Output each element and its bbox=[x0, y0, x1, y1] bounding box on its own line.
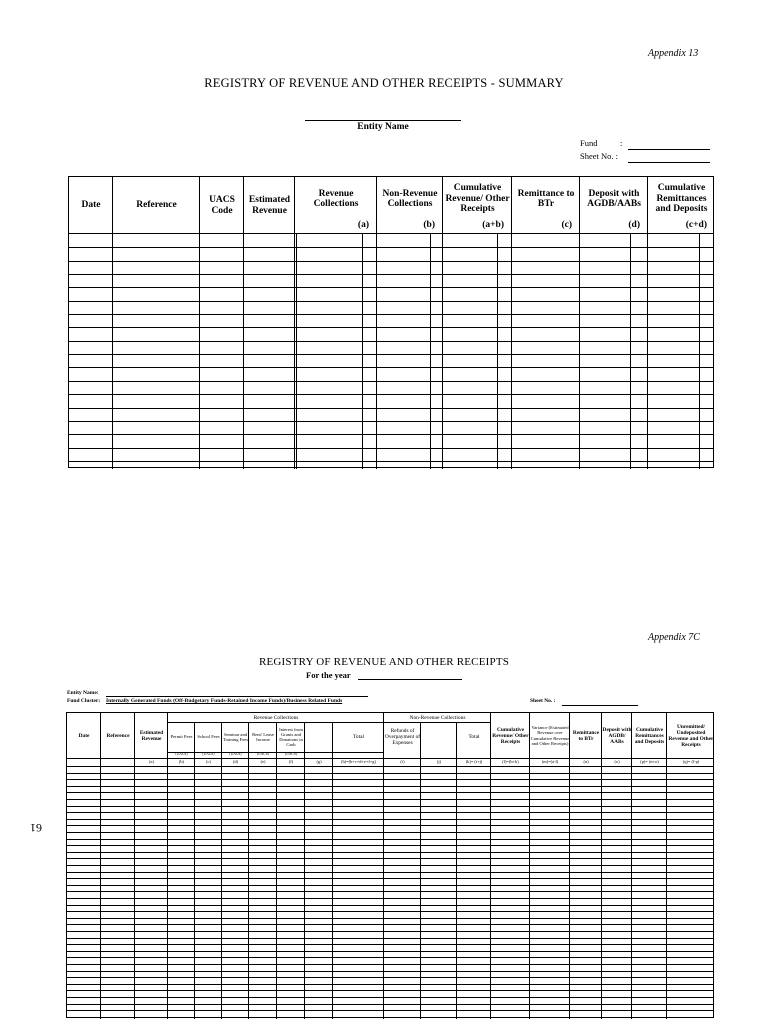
summary-table bbox=[68, 176, 714, 468]
table-row[interactable] bbox=[67, 1010, 713, 1011]
table-row[interactable] bbox=[67, 819, 713, 820]
table-row[interactable] bbox=[69, 461, 713, 462]
sheet-no-label-2: Sheet No. : bbox=[530, 698, 556, 704]
col-header-interest: Interest from Grants and Donations in Cash bbox=[279, 726, 303, 748]
table-row[interactable] bbox=[69, 434, 713, 435]
col-header-2 bbox=[200, 177, 244, 234]
column-code: (k)= (i+j) bbox=[465, 759, 483, 765]
table-row[interactable] bbox=[67, 938, 713, 939]
fund-cluster-label: Fund Cluster: bbox=[67, 698, 101, 704]
table-row[interactable] bbox=[67, 812, 713, 813]
table-row[interactable] bbox=[67, 918, 713, 919]
column-code: (m)=(a-l) bbox=[541, 759, 559, 765]
col-header-label: Remittance to BTr bbox=[517, 188, 575, 209]
table-row[interactable] bbox=[69, 367, 713, 368]
col-header-label: Non-Revenue Collections bbox=[382, 188, 438, 209]
col-header-school: School Fees bbox=[197, 734, 220, 740]
table-row[interactable] bbox=[69, 354, 713, 355]
table-row[interactable] bbox=[67, 990, 713, 991]
code-row-divider bbox=[67, 766, 713, 767]
table-row[interactable] bbox=[69, 287, 713, 288]
column-code: (i) bbox=[400, 759, 405, 765]
table-row[interactable] bbox=[67, 799, 713, 800]
group-revenue-collections: Revenue Collections bbox=[253, 714, 299, 721]
table-row[interactable] bbox=[69, 301, 713, 302]
fund-colon: : bbox=[620, 138, 623, 148]
table-row[interactable] bbox=[67, 792, 713, 793]
col-header-rent: Rent/ Lease Income bbox=[252, 731, 274, 742]
entity-name-field-2[interactable] bbox=[106, 696, 368, 697]
sheet-no-field[interactable] bbox=[628, 162, 710, 163]
column-code: (j) bbox=[436, 759, 442, 765]
table-row[interactable] bbox=[69, 421, 713, 422]
col-header-total-nonrev: Total bbox=[468, 734, 480, 740]
col-header-0 bbox=[69, 177, 113, 234]
table-row[interactable] bbox=[69, 314, 713, 315]
page-title-2: REGISTRY OF REVENUE AND OTHER RECEIPTS bbox=[258, 656, 510, 668]
registry-table bbox=[66, 712, 714, 1018]
fund-cluster-value: Internally Generated Funds (Off-Budgetary Funds-Retained Income Funds)/Business Related Funds bbox=[106, 698, 343, 704]
table-row[interactable] bbox=[67, 839, 713, 840]
col-header-code: (c+d) bbox=[685, 219, 707, 230]
table-row[interactable] bbox=[67, 911, 713, 912]
table-row[interactable] bbox=[67, 951, 713, 952]
uacs-code-placeholder[interactable]: (UACS) bbox=[229, 751, 242, 756]
column-code: (q)= (l-p) bbox=[682, 759, 700, 765]
page-number: 61 bbox=[30, 821, 42, 835]
col-header-label: Cumulative Remittances and Deposits bbox=[655, 183, 708, 215]
col-header-cum-remit: Cumulative Remittances and Deposits bbox=[634, 726, 665, 745]
col-header-label: Cumulative Revenue/ Other Receipts bbox=[445, 183, 510, 215]
col-header-code: (b) bbox=[423, 219, 435, 230]
column-code: (f) bbox=[288, 759, 294, 765]
col-header-label: UACS Code bbox=[209, 195, 235, 216]
table-row[interactable] bbox=[67, 924, 713, 925]
table-row[interactable] bbox=[69, 408, 713, 409]
table-row[interactable] bbox=[67, 779, 713, 780]
table-row[interactable] bbox=[67, 977, 713, 978]
fund-field[interactable] bbox=[628, 149, 710, 150]
page-title: REGISTRY OF REVENUE AND OTHER RECEIPTS - SUMMARY bbox=[204, 76, 564, 90]
appendix-label-2: Appendix 7C bbox=[648, 632, 700, 643]
column-code: (c) bbox=[206, 759, 211, 765]
column-code: (p)= (n+o) bbox=[640, 759, 659, 765]
col-header-code: (a) bbox=[357, 219, 369, 230]
col-header-variance: Variance (Estimated Revenue over Cumulative Revenue and Other Receipts) bbox=[530, 725, 570, 746]
table-row[interactable] bbox=[67, 872, 713, 873]
column-code: (l)=(h+k) bbox=[502, 759, 519, 765]
table-row[interactable] bbox=[69, 394, 713, 395]
col-header-label: Reference bbox=[136, 200, 177, 211]
table-row[interactable] bbox=[67, 891, 713, 892]
col-header-seminar: Seminar and Training Fees bbox=[222, 731, 249, 742]
column-code: (b) bbox=[178, 759, 185, 765]
entity-name-line[interactable] bbox=[305, 120, 461, 121]
col-header-code: (a+b) bbox=[482, 219, 504, 230]
table-row[interactable] bbox=[69, 448, 713, 449]
table-row[interactable] bbox=[69, 327, 713, 328]
col-header-permit: Permit Fees bbox=[170, 734, 193, 740]
table-row[interactable] bbox=[69, 341, 713, 342]
sheet-no-field-2[interactable] bbox=[562, 705, 638, 706]
col-header-label: Estimated Revenue bbox=[248, 195, 291, 216]
col-header-label: Revenue Collections bbox=[313, 188, 359, 209]
group-non-revenue-collections: Non-Revenue Collections bbox=[409, 714, 466, 721]
table-row[interactable] bbox=[67, 1017, 713, 1018]
col-header-code: (c) bbox=[561, 219, 572, 230]
table-row[interactable] bbox=[69, 381, 713, 382]
col-header-3 bbox=[244, 177, 295, 234]
table-row[interactable] bbox=[67, 898, 713, 899]
col-header-cumulative: Cumulative Revenue/ Other Receipts bbox=[492, 726, 529, 745]
col-header-6 bbox=[443, 177, 512, 221]
table-row[interactable] bbox=[67, 773, 713, 774]
table-row[interactable] bbox=[67, 971, 713, 972]
uacs-code-placeholder[interactable]: (UACS) bbox=[202, 751, 215, 756]
uacs-code-placeholder[interactable]: (UACS) bbox=[257, 751, 269, 756]
table-row[interactable] bbox=[67, 964, 713, 965]
table-row[interactable] bbox=[67, 852, 713, 853]
table-row[interactable] bbox=[67, 944, 713, 945]
uacs-code-placeholder[interactable]: (UACS) bbox=[285, 751, 297, 756]
table-row[interactable] bbox=[67, 957, 713, 958]
table-row[interactable] bbox=[67, 786, 713, 787]
col-header-4 bbox=[295, 177, 377, 221]
col-header-total-rev: Total bbox=[353, 734, 364, 740]
col-header-9 bbox=[648, 177, 715, 221]
col-header-unremitted: Unremitted/ Undeposited Revenue and Other Receipts bbox=[668, 723, 714, 748]
table-row[interactable] bbox=[67, 905, 713, 906]
column-code: (g) bbox=[316, 759, 322, 765]
col-header-5 bbox=[377, 177, 443, 221]
table-row[interactable] bbox=[67, 931, 713, 932]
col-header-reference: Reference bbox=[106, 732, 130, 739]
table-row[interactable] bbox=[67, 885, 713, 886]
table-row[interactable] bbox=[67, 865, 713, 866]
column-code: (o) bbox=[614, 759, 620, 765]
col-header-7 bbox=[512, 177, 580, 221]
sheet-no-label: Sheet No. : bbox=[580, 151, 619, 161]
col-header-1 bbox=[113, 177, 200, 234]
column-code: (e) bbox=[260, 759, 266, 765]
uacs-code-placeholder[interactable]: (UACS) bbox=[175, 751, 188, 756]
table-row[interactable] bbox=[67, 984, 713, 985]
col-header-deposit: Deposit with AGDB/ AABs bbox=[602, 726, 632, 745]
col-header-estimated: Estimated Revenue bbox=[139, 729, 164, 742]
column-code: (n) bbox=[583, 759, 589, 765]
column-code: (h)=(b+c+d+e+f+g) bbox=[341, 759, 376, 765]
appendix-label: Appendix 13 bbox=[648, 48, 699, 59]
col-header-code: (d) bbox=[628, 219, 640, 230]
col-header-remit: Remittance to BTr bbox=[572, 729, 600, 742]
table-row[interactable] bbox=[67, 845, 713, 846]
table-row[interactable] bbox=[67, 858, 713, 859]
entity-name-label: Entity Name bbox=[357, 122, 409, 132]
fund-label: Fund bbox=[580, 138, 598, 148]
table-row[interactable] bbox=[67, 878, 713, 879]
for-year-label: For the year bbox=[306, 670, 351, 680]
col-header-label: Deposit with AGDB/AABs bbox=[587, 188, 641, 209]
table-row[interactable] bbox=[69, 247, 713, 248]
col-header-8 bbox=[580, 177, 648, 221]
col-header-label: Date bbox=[81, 200, 101, 211]
col-header-refunds: Refunds of Overpayment of Expenses bbox=[384, 728, 421, 746]
table-row[interactable] bbox=[67, 825, 713, 826]
col-header-date: Date bbox=[78, 732, 90, 739]
table-row[interactable] bbox=[69, 261, 713, 262]
entity-name-label-2: Entity Name: bbox=[67, 690, 99, 696]
table-row[interactable] bbox=[67, 1004, 713, 1005]
table-row[interactable] bbox=[67, 997, 713, 998]
for-year-field[interactable] bbox=[358, 679, 462, 680]
table-row[interactable] bbox=[67, 832, 713, 833]
column-code: (a) bbox=[149, 759, 154, 765]
column-code: (d) bbox=[232, 759, 239, 765]
table-row[interactable] bbox=[69, 274, 713, 275]
table-row[interactable] bbox=[67, 806, 713, 807]
